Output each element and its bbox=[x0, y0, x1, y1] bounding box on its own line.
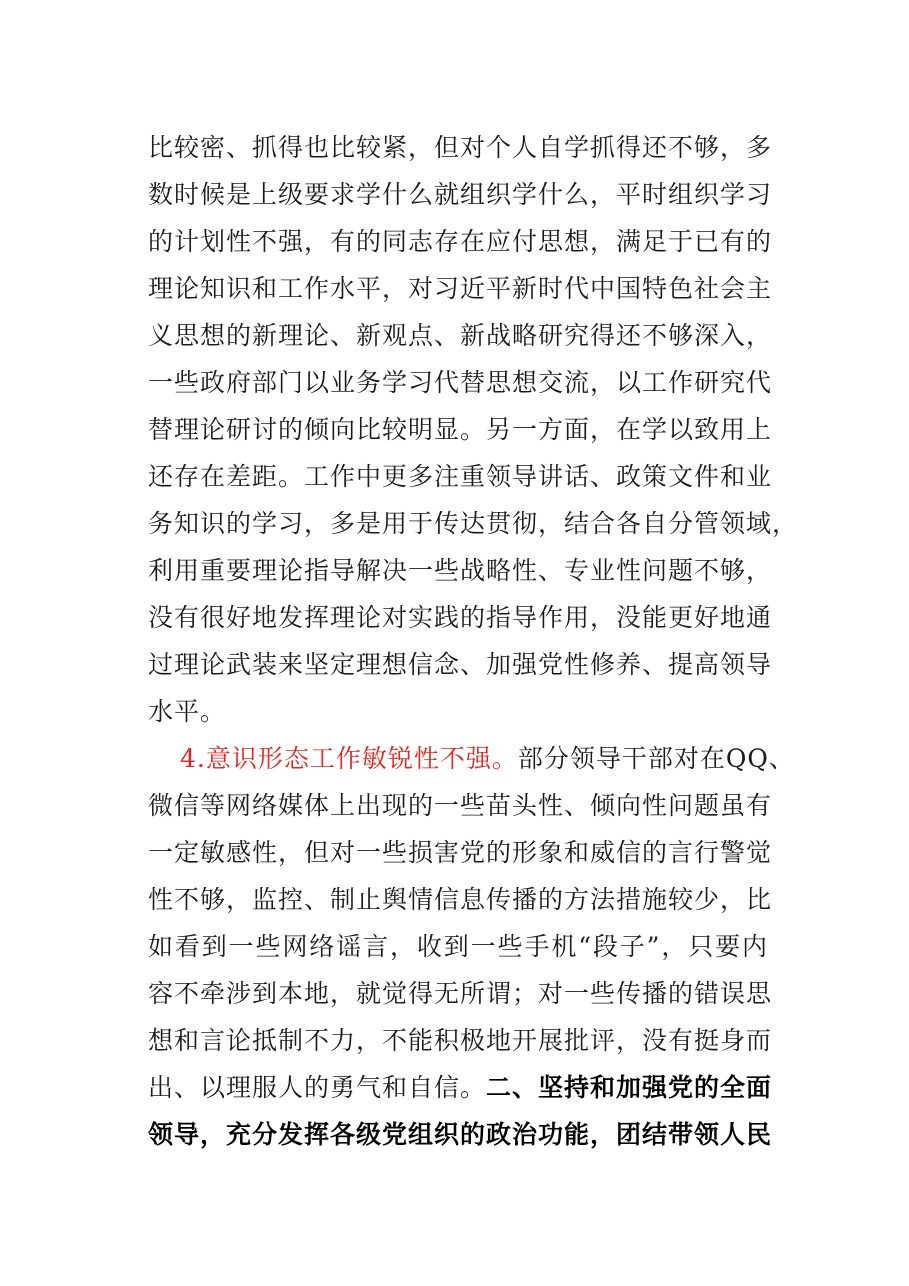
text-line: 容不牵涉到本地，就觉得无所谓；对一些传播的错误思 bbox=[148, 979, 773, 1008]
text-line: 义思想的新理论、新观点、新战略研究得还不够深入， bbox=[148, 321, 773, 350]
text-line: 务知识的学习，多是用于传达贯彻，结合各自分管领域， bbox=[148, 509, 799, 538]
section-title-bold-line: 领导，充分发挥各级党组织的政治功能，团结带领人民 bbox=[148, 1120, 773, 1149]
text-line bbox=[148, 1064, 773, 1111]
paragraph-ideology bbox=[148, 735, 795, 1158]
text-fragment: 部分领导干部对在QQ、 bbox=[517, 744, 795, 773]
text-line: 的计划性不强，有的同志存在应付思想，满足于已有的 bbox=[148, 227, 773, 256]
text-line: 还存在差距。工作中更多注重领导讲话、政策文件和业 bbox=[148, 462, 773, 491]
text-line: 过理论武装来坚定理想信念、加强党性修养、提高领导 bbox=[148, 650, 773, 679]
text-line: 理论知识和工作水平，对习近平新时代中国特色社会主 bbox=[148, 274, 773, 303]
document-body bbox=[148, 124, 799, 1158]
text-line: 利用重要理论指导解决一些战略性、专业性问题不够， bbox=[148, 556, 773, 585]
text-line: 替理论研讨的倾向比较明显。另一方面，在学以致用上 bbox=[148, 415, 773, 444]
section-title-bold: 二、坚持和加强党的全面 bbox=[486, 1073, 773, 1102]
text-line: 没有很好地发挥理论对实践的指导作用，没能更好地通 bbox=[148, 603, 773, 632]
text-line: 微信等网络媒体上出现的一些苗头性、倾向性问题虽有 bbox=[148, 791, 773, 820]
paragraph-study bbox=[148, 124, 799, 735]
text-line: 数时候是上级要求学什么就组织学什么，平时组织学习 bbox=[148, 180, 773, 209]
text-line: 水平。 bbox=[148, 697, 227, 726]
text-line: 一定敏感性，但对一些损害党的形象和威信的言行警觉 bbox=[148, 838, 773, 867]
text-line: 一些政府部门以业务学习代替思想交流，以工作研究代 bbox=[148, 368, 773, 397]
section-heading: 4.意识形态工作敏锐性不强。 bbox=[180, 744, 518, 773]
text-line: 如看到一些网络谣言，收到一些手机“段子”，只要内 bbox=[148, 932, 768, 961]
text-line: 比较密、抓得也比较紧，但对个人自学抓得还不够，多 bbox=[148, 133, 773, 162]
text-line bbox=[148, 735, 795, 782]
text-line: 性不够，监控、制止舆情信息传播的方法措施较少，比 bbox=[148, 885, 773, 914]
text-fragment: 出、以理服人的勇气和自信。 bbox=[148, 1073, 487, 1102]
text-line: 想和言论抵制不力，不能积极地开展批评，没有挺身而 bbox=[148, 1026, 773, 1055]
